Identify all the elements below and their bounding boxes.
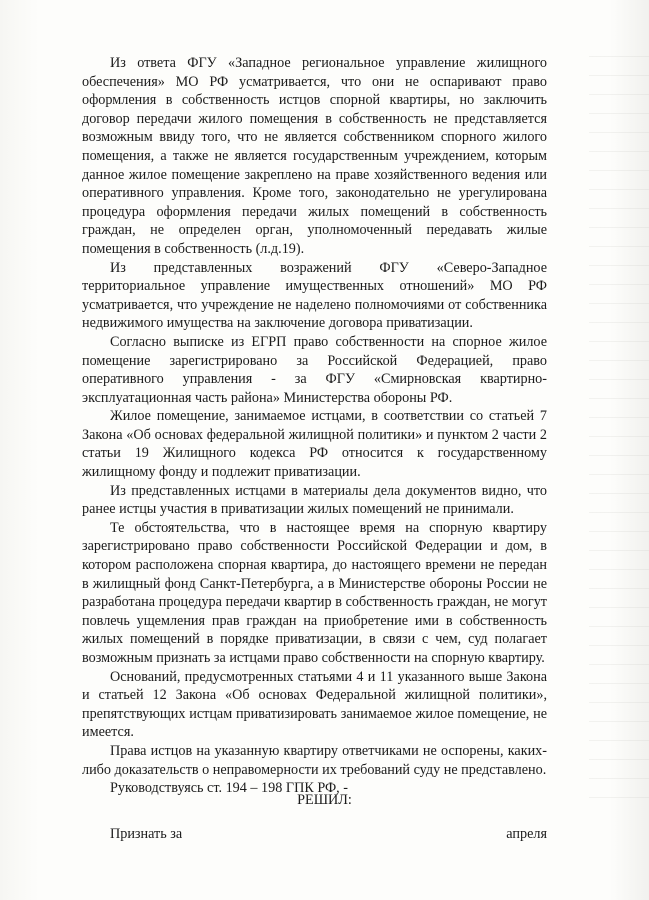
paragraph-1: Из ответа ФГУ «Западное региональное управление жилищного обеспечения» МО РФ усматривается, что они не оспаривают право оформления в собственность истцов спорной квартиры, но заключить договор передачи жилого помещения в собственность не представляется возможным ввиду того, что не является собственником спорного жилого помещения, а также не является государственным учреждением, которым данное жилое помещение закреплено на праве хозяйственного ведения или оперативного управления. Кроме того, законодательно не урегулирована процедура оформления передачи жилых помещений в собственность граждан, не определен орган, уполномоченный передавать жилые помещения в собственность (л.д.19). bbox=[82, 55, 547, 257]
document-body bbox=[82, 54, 547, 798]
last-line-end: апреля bbox=[506, 826, 547, 842]
paragraph-7: Оснований, предусмотренных статьями 4 и 11 указанного выше Закона и статьей 12 Закона «Об основах Федеральной жилищной политики», препятствующих истцам приватизировать занимаемое жилое помещение, не имеется. bbox=[82, 668, 547, 741]
paragraph-3: Согласно выписке из ЕГРП право собственности на спорное жилое помещение зарегистрировано за Российской Федерацией, право оперативного управления - за ФГУ «Смирновская квартирно-эксплуатационная часть района» Министерства обороны РФ. bbox=[82, 333, 547, 406]
last-line-start: Признать за bbox=[110, 826, 183, 842]
paragraph-4: Жилое помещение, занимаемое истцами, в соответствии со статьей 7 Закона «Об основах федеральной жилищной политики» и пунктом 2 части 2 статьи 19 Жилищного кодекса РФ относится к государственному жилищному фонду и подлежит приватизации. bbox=[82, 408, 547, 481]
paragraph-9: Руководствуясь ст. 194 – 198 ГПК РФ, - bbox=[110, 780, 348, 797]
bleed-through-shadow bbox=[589, 40, 649, 800]
paragraph-8: Права истцов на указанную квартиру ответчиками не оспорены, каких-либо доказательств о неправомерности их требований суду не представлено. bbox=[82, 742, 547, 778]
decision-heading: РЕШИЛ: bbox=[297, 792, 352, 808]
paragraph-6: Те обстоятельства, что в настоящее время на спорную квартиру зарегистрировано право собственности Российской Федерации и дом, в котором расположена спорная квартира, до настоящего времени не передан в жилищный фонд Санкт-Петербурга, а в Министерстве обороны России не разработана процедура передачи квартир в собственность граждан, не могут повлечь ущемления прав граждан на приобретение ими в собственность жилых помещений в порядке приватизации, в связи с чем, суд полагает возможным признать за истцами право собственности на спорную квартиру. bbox=[82, 519, 547, 666]
paragraph-2: Из представленных возражений ФГУ «Северо-Западное территориальное управление имущественных отношений» МО РФ усматривается, что учреждение не наделено полномочиями от собственника недвижимого имущества на заключение договора приватизации. bbox=[82, 259, 547, 332]
paragraph-5: Из представленных истцами в материалы дела документов видно, что ранее истцы участия в приватизации жилых помещений не принимали. bbox=[82, 482, 547, 518]
